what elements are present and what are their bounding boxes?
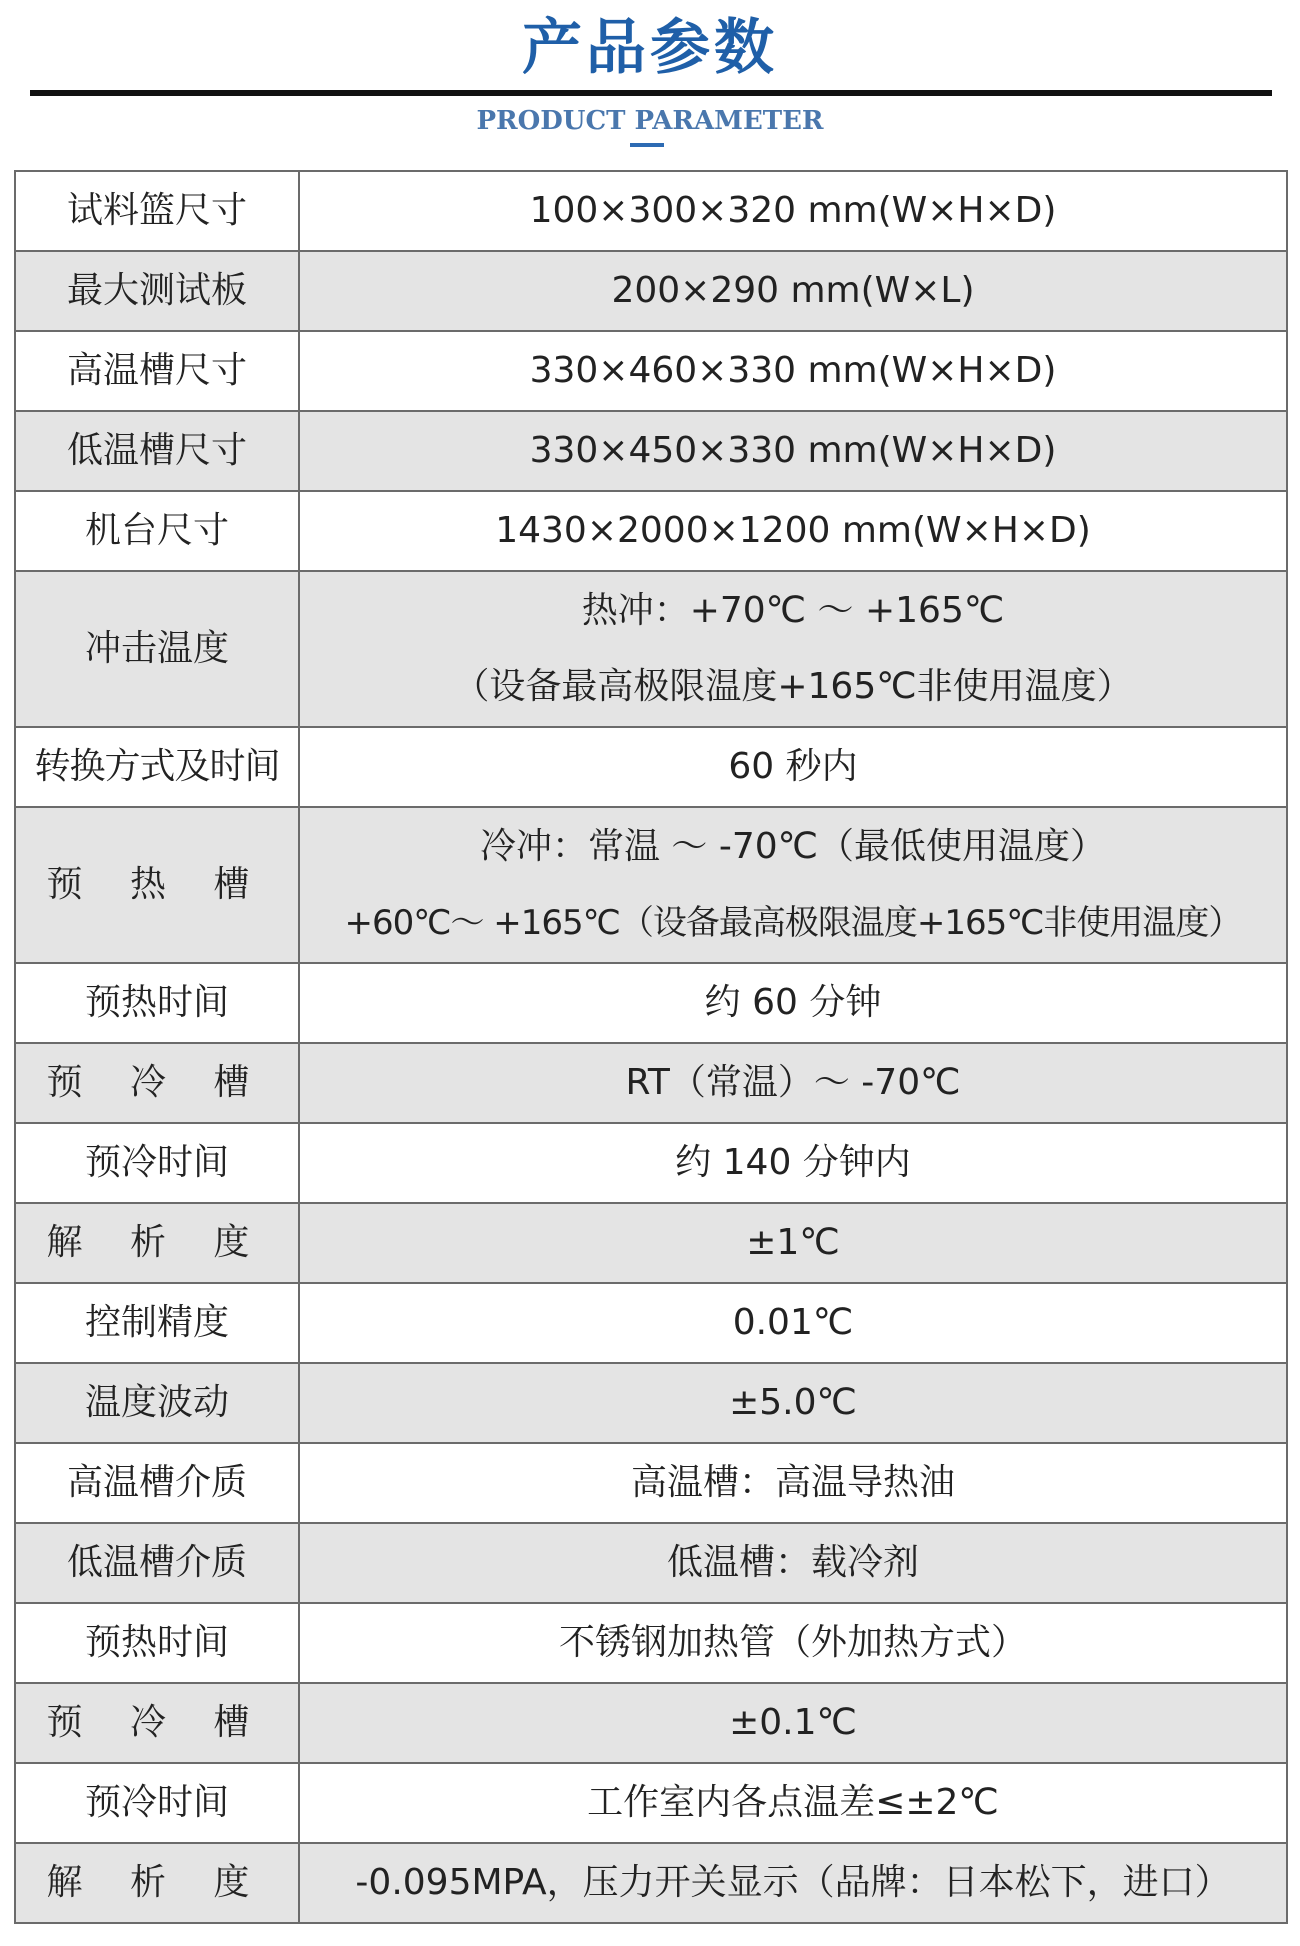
row-value-multiline	[299, 807, 1287, 963]
row-label: 预 冷 槽	[15, 1683, 299, 1763]
table-row	[15, 571, 1287, 727]
page-title: 产品参数	[522, 13, 778, 83]
row-label: 预冷时间	[15, 1763, 299, 1843]
table-row	[15, 491, 1287, 571]
row-value: 330×460×330 mm(W×H×D)	[299, 331, 1287, 411]
row-label: 低温槽尺寸	[15, 411, 299, 491]
row-value: 0.01℃	[299, 1283, 1287, 1363]
table-row	[15, 727, 1287, 807]
row-value: ±1℃	[299, 1203, 1287, 1283]
row-label: 预 热 槽	[15, 807, 299, 963]
table-row	[15, 963, 1287, 1043]
row-value: 工作室内各点温差≤±2℃	[299, 1763, 1287, 1843]
table-row	[15, 1843, 1287, 1923]
table-row	[15, 1283, 1287, 1363]
row-value-line: +60℃～ +165℃（设备最高极限温度+165℃非使用温度）	[344, 903, 1242, 943]
row-label: 解 析 度	[15, 1843, 299, 1923]
row-label: 低温槽介质	[15, 1523, 299, 1603]
row-value: 1430×2000×1200 mm(W×H×D)	[299, 491, 1287, 571]
page-header	[0, 0, 1300, 170]
row-value-multiline	[299, 571, 1287, 727]
header-divider	[30, 90, 1272, 96]
row-value: -0.095MPA，压力开关显示（品牌：日本松下，进口）	[299, 1843, 1287, 1923]
table-row	[15, 1043, 1287, 1123]
row-label: 最大测试板	[15, 251, 299, 331]
row-label: 冲击温度	[15, 571, 299, 727]
table-row	[15, 171, 1287, 251]
table-row	[15, 1363, 1287, 1443]
row-label: 转换方式及时间	[15, 727, 299, 807]
row-value: RT（常温）～ -70℃	[299, 1043, 1287, 1123]
row-value: ±0.1℃	[299, 1683, 1287, 1763]
row-value: 100×300×320 mm(W×H×D)	[299, 171, 1287, 251]
table-row	[15, 1443, 1287, 1523]
subtitle-accent-bar	[630, 143, 664, 147]
row-value: 约 60 分钟	[299, 963, 1287, 1043]
row-label: 预 冷 槽	[15, 1043, 299, 1123]
row-value-line: 冷冲：常温 ～ -70℃（最低使用温度）	[479, 826, 1107, 867]
row-label: 预热时间	[15, 963, 299, 1043]
row-value: 330×450×330 mm(W×H×D)	[299, 411, 1287, 491]
row-value: 低温槽：载冷剂	[299, 1523, 1287, 1603]
row-label: 解 析 度	[15, 1203, 299, 1283]
page-subtitle: PRODUCT PARAMETER	[476, 106, 824, 136]
table-row	[15, 251, 1287, 331]
table-row	[15, 807, 1287, 963]
table-row	[15, 1603, 1287, 1683]
table-row	[15, 1683, 1287, 1763]
row-label: 机台尺寸	[15, 491, 299, 571]
row-label: 高温槽尺寸	[15, 331, 299, 411]
row-value: 不锈钢加热管（外加热方式）	[299, 1603, 1287, 1683]
row-value: 高温槽：高温导热油	[299, 1443, 1287, 1523]
row-value-line: （设备最高极限温度+165℃非使用温度）	[453, 666, 1133, 707]
table-row	[15, 411, 1287, 491]
row-value: 200×290 mm(W×L)	[299, 251, 1287, 331]
table-row	[15, 1123, 1287, 1203]
table-row	[15, 331, 1287, 411]
row-value-line: 热冲：+70℃ ～ +165℃	[581, 590, 1005, 631]
row-label: 控制精度	[15, 1283, 299, 1363]
parameter-table	[14, 170, 1288, 1924]
row-label: 预冷时间	[15, 1123, 299, 1203]
table-row	[15, 1203, 1287, 1283]
table-row	[15, 1523, 1287, 1603]
row-value: ±5.0℃	[299, 1363, 1287, 1443]
row-label: 高温槽介质	[15, 1443, 299, 1523]
row-label: 试料篮尺寸	[15, 171, 299, 251]
row-label: 预热时间	[15, 1603, 299, 1683]
row-value: 约 140 分钟内	[299, 1123, 1287, 1203]
table-row	[15, 1763, 1287, 1843]
row-label: 温度波动	[15, 1363, 299, 1443]
row-value: 60 秒内	[299, 727, 1287, 807]
